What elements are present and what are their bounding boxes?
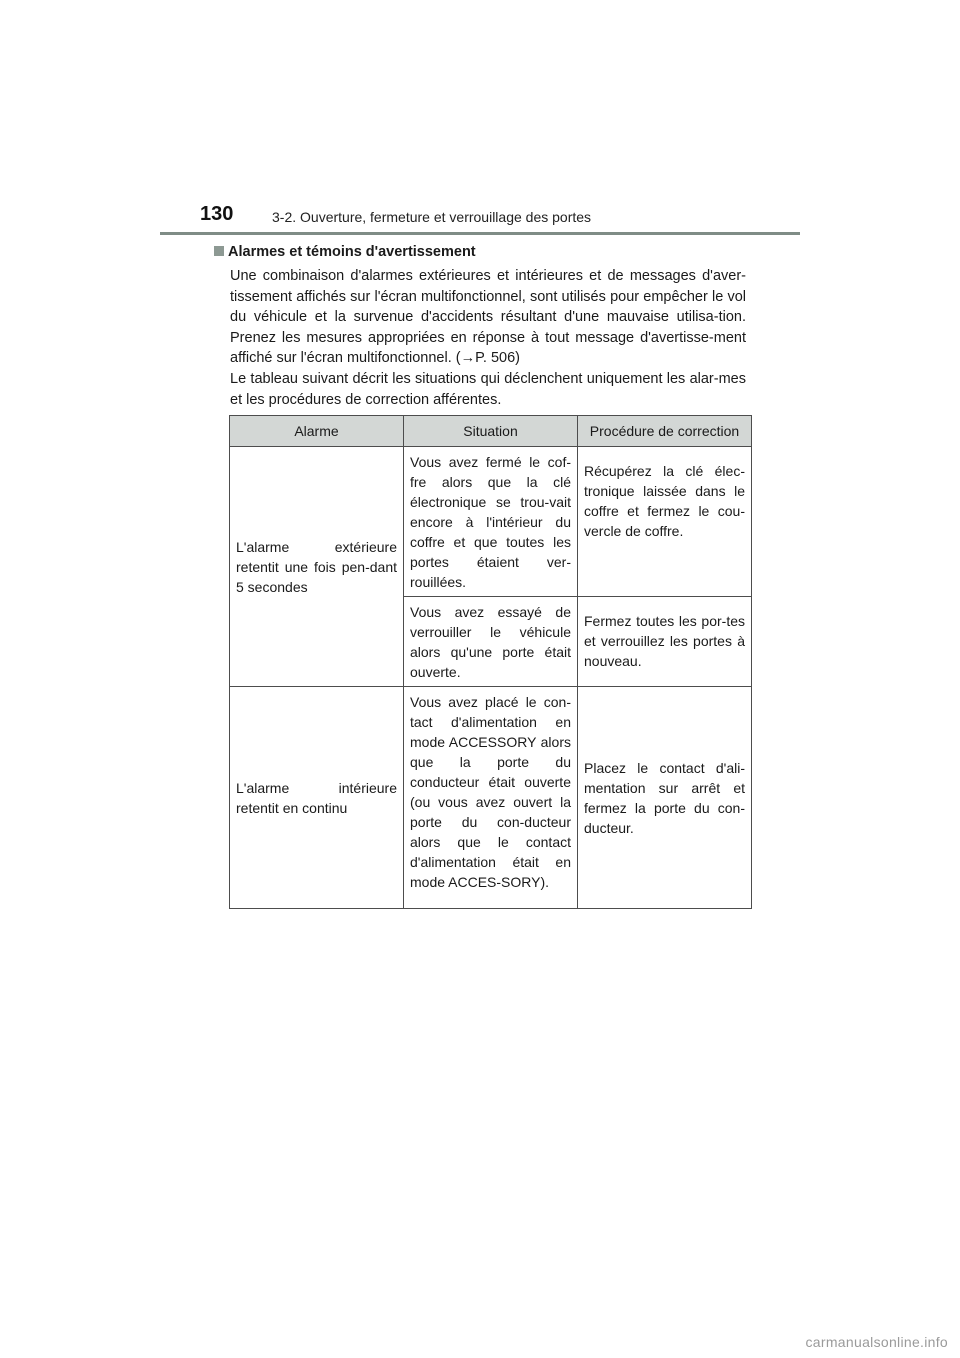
situation-cell: Vous avez essayé de verrouiller le véhicule alors qu'une porte était ouverte. <box>404 597 578 687</box>
table-header-row <box>230 416 752 447</box>
chapter-title: 3-2. Ouverture, fermeture et verrouillage des portes <box>272 209 592 225</box>
table-intro-paragraph: Le tableau suivant décrit les situations qui déclenchent uniquement les alar-mes et les procédures de correction afférentes. <box>230 371 746 408</box>
alarm-cell: L'alarme extérieure retentit une fois pen-dant 5 secondes <box>230 447 404 687</box>
page-number: 130 <box>200 203 234 225</box>
procedure-cell: Récupérez la clé élec-tronique laissée dans le coffre et fermez le cou-vercle de coffre. <box>578 447 752 597</box>
column-header-alarm: Alarme <box>230 416 404 447</box>
column-header-procedure: Procédure de correction <box>578 416 752 447</box>
column-header-situation: Situation <box>404 416 578 447</box>
alarm-cell: L'alarme intérieure retentit en continu <box>230 687 404 909</box>
watermark: carmanualsonline.info <box>805 1334 948 1350</box>
intro-paragraph: Une combinaison d'alarmes extérieures et intérieures et de messages d'aver-tissement affichés sur l'écran multifonctionnel, sont utilisés pour empêcher le vol du véhicule et la survenue d'accidents résultant d'une mauvaise utilisa-tion. Prenez les mesures appropriées en réponse à tout message d'avertisse-ment affiché sur l'écran multifonctionnel. (→P. 506) <box>230 268 746 366</box>
square-bullet-icon <box>214 246 224 256</box>
table-row <box>230 447 752 597</box>
alarm-table <box>229 415 752 909</box>
situation-cell: Vous avez placé le con-tact d'alimentation en mode ACCESSORY alors que la porte du conducteur était ouverte (ou vous avez ouvert la porte du con-ducteur alors que le contact d'alimentation était en mode ACCES-SORY). <box>404 687 578 909</box>
procedure-cell: Placez le contact d'ali-mentation sur arrêt et fermez la porte du con-ducteur. <box>578 687 752 909</box>
table-row <box>230 687 752 909</box>
header-divider <box>160 232 800 235</box>
procedure-cell: Fermez toutes les por-tes et verrouillez les portes à nouveau. <box>578 597 752 687</box>
situation-cell: Vous avez fermé le cof-fre alors que la clé électronique se trou-vait encore à l'intérieur du coffre et que toutes les portes étaient ver-rouillées. <box>404 447 578 597</box>
section-heading-text: Alarmes et témoins d'avertissement <box>228 244 476 260</box>
section-heading <box>214 244 476 260</box>
